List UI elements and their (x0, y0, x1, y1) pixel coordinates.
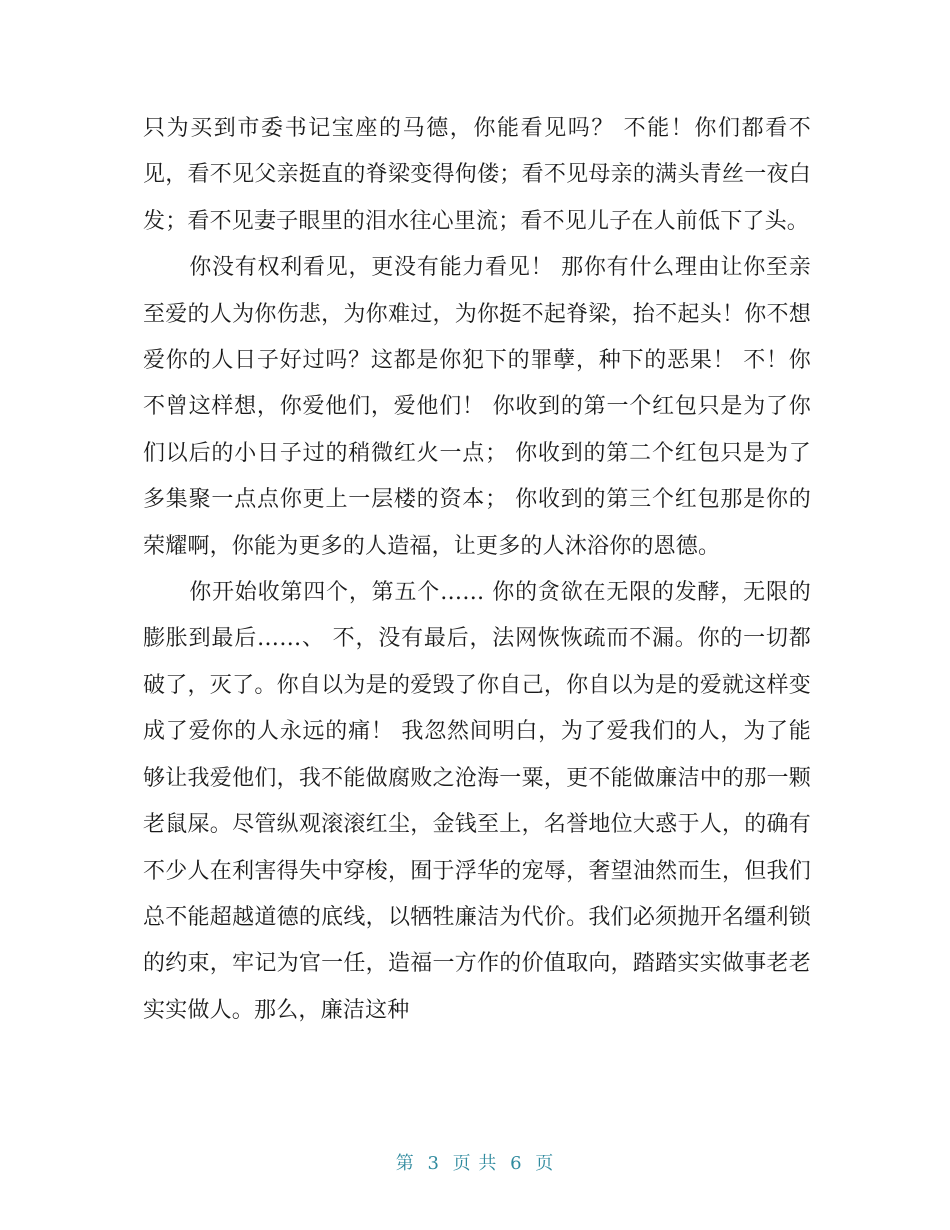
document-body (143, 106, 811, 1034)
paragraph-2: 你没有权利看见，更没有能力看见！ 那你有什么理由让你至亲至爱的人为你伤悲，为你难过，为你挺不起脊梁，抬不起头！你不想爱你的人日子好过吗？这都是你犯下的罪孽，种下的恶果！ 不！你不曾这样想，你爱他们，爱他们！ 你收到的第一个红包只是为了你们以后的小日子过的稍微红火一点； 你收到的第二个红包只是为了多集聚一点点你更上一层楼的资本； 你收到的第三个红包那是你的荣耀啊，你能为更多的人造福，让更多的人沐浴你的恩德。 (143, 255, 811, 559)
page-footer (0, 1149, 950, 1175)
paragraph-1: 只为买到市委书记宝座的马德，你能看见吗？ 不能！你们都看不见，看不见父亲挺直的脊梁变得佝偻；看不见母亲的满头青丝一夜白发；看不见妻子眼里的泪水往心里流；看不见儿子在人前低下了头。 (143, 116, 811, 234)
footer-prefix: 第 (395, 1153, 415, 1174)
paragraph-3: 你开始收第四个，第五个…… 你的贪欲在无限的发酵，无限的膨胀到最后……、 不，没有最后，法网恢恢疏而不漏。你的一切都破了，灭了。你自以为是的爱毁了你自己，你自以为是的爱就这样变成了爱你的人永远的痛！ 我忽然间明白，为了爱我们的人，为了能够让我爱他们，我不能做腐败之沧海一粟，更不能做廉洁中的那一颗老鼠屎。尽管纵观滚滚红尘，金钱至上，名誉地位大惑于人，的确有不少人在利害得失中穿梭，囿于浮华的宠辱，奢望油然而生，但我们总不能超越道德的底线，以牺牲廉洁为代价。我们必须抛开名缰利锁的约束，牢记为官一任，造福一方作的价值取向，踏踏实实做事老老实实做人。那么，廉洁这种 (143, 580, 811, 1023)
footer-middle: 页 共 (452, 1153, 498, 1174)
footer-page-number: 3 (427, 1153, 440, 1174)
footer-total-pages: 6 (510, 1153, 523, 1174)
footer-suffix: 页 (535, 1153, 555, 1174)
